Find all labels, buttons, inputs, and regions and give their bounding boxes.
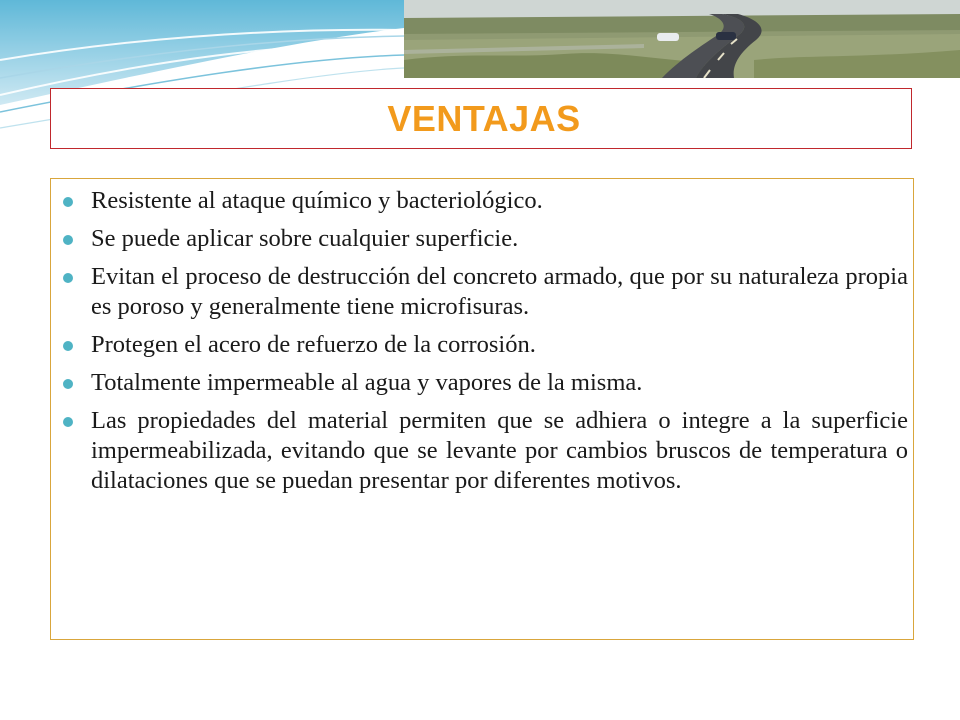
list-item-text: Resistente al ataque químico y bacteriológico.	[91, 187, 543, 214]
list-item-text: Evitan el proceso de destrucción del concreto armado, que por su naturaleza propia es poroso y generalmente tiene microfisuras.	[91, 263, 908, 320]
bullet-dot-icon	[63, 273, 73, 283]
list-item	[51, 186, 913, 216]
bullet-dot-icon	[63, 235, 73, 245]
bullet-dot-icon	[63, 341, 73, 351]
list-item	[51, 330, 913, 360]
list-item	[51, 368, 913, 398]
list-item	[51, 262, 913, 322]
list-item	[51, 406, 913, 496]
list-item	[51, 224, 913, 254]
content-box	[50, 178, 914, 640]
list-item-text: Se puede aplicar sobre cualquier superficie.	[91, 225, 519, 252]
bullet-dot-icon	[63, 417, 73, 427]
bullet-dot-icon	[63, 379, 73, 389]
list-item-text: Las propiedades del material permiten que se adhiera o integre a la superficie impermeabilizada, evitando que se levante por cambios bruscos de temperatura o dilataciones que se puedan presentar por diferentes motivos.	[91, 407, 908, 494]
list-item-text: Protegen el acero de refuerzo de la corrosión.	[91, 331, 536, 358]
road-photo	[404, 0, 960, 78]
slide-title: VENTAJAS	[387, 97, 581, 139]
bullet-dot-icon	[63, 197, 73, 207]
bullet-list	[51, 186, 913, 504]
title-box	[50, 88, 912, 149]
list-item-text: Totalmente impermeable al agua y vapores de la misma.	[91, 369, 643, 396]
